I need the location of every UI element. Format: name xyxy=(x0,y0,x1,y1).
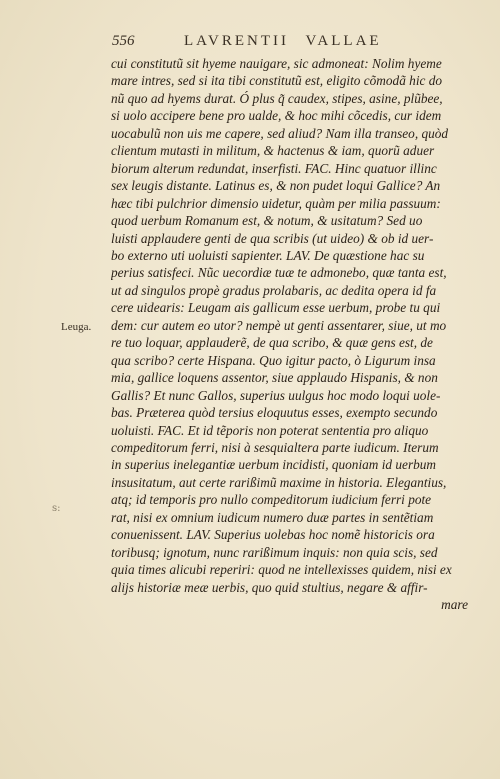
text-line: nũ quo ad hyems durat. Ó plus q̃ caudex, stipes, asine, plũbee, xyxy=(111,90,443,106)
catchword: mare xyxy=(441,597,468,613)
text-line: alijs historiæ meæ uerbis, quo quid stultius, negare & affir- xyxy=(111,579,428,595)
text-line: qua scribo? certe Hispana. Quo igitur pacto, ò Ligurum insa xyxy=(111,352,436,368)
page-number: 556 xyxy=(112,33,135,49)
text-line: luisti applaudere genti de qua scribis (ut uideo) & ob id uer- xyxy=(111,230,434,246)
text-line: si uolo accipere bene pro ualde, & hoc mihi cõcedis, cur idem xyxy=(111,108,442,124)
text-line: mare intres, sed si ita tibi constitutũ est, eligito cõmodã hic do xyxy=(111,73,443,89)
text-line: cui constitutũ sit hyeme nauigare, sic admoneat: Nolim hyeme xyxy=(111,56,442,71)
text-line: perius satisfeci. Nũc uecordiæ tuæ te admonebo, quæ tanta est, xyxy=(111,265,447,281)
text-line: ut ad singulos propè gradus prolabaris, ac dedita opera id fa xyxy=(111,282,437,298)
running-head: LAVRENTII VALLAE xyxy=(184,33,382,49)
text-line: cere uidearis: Leugam ais gallicum esse uerbum, probe tu qui xyxy=(111,300,441,316)
text-line: clientum mutasti in militum, & hactenus & iam, quorũ aduer xyxy=(111,143,435,159)
text-line: bas. Præterea quòd tersius eloquutus esses, exempto secundo xyxy=(111,405,438,421)
stray-ink-mark: s: xyxy=(52,503,61,514)
text-line: insusitatum, aut certe rarißimũ maxime in historia. Elegantius, xyxy=(111,474,447,490)
text-line: conuenissent. LAV. Superius uolebas hoc nomẽ historicis ora xyxy=(111,527,435,543)
text-line: quia times alicubi reperiri: quod ne intellexisses quidem, nisi ex xyxy=(111,562,452,578)
text-line: in superius inelegantiæ uerbum incidisti, quoniam id uerbum xyxy=(111,457,437,473)
margin-note: Leuga. xyxy=(61,321,92,333)
text-line: compeditorum ferri, nisi à sesquialtera parte iudicum. Iterum xyxy=(111,439,439,455)
text-line: uoluisti. FAC. Et id tẽporis non poterat sententia pro aliquo xyxy=(111,422,429,438)
text-line: bo externo uti uoluisti sapienter. LAV. De quæstione hac su xyxy=(111,247,425,263)
page-header xyxy=(112,33,470,50)
text-line: re tuo loquar, applauderẽ, de qua scribo, & quæ gens est, de xyxy=(111,335,433,351)
text-line: biorum alterum redundat, inserfisti. FAC. Hinc quatuor illinc xyxy=(111,160,437,176)
text-line: sex leugis distante. Latinus es, & non pudet loqui Gallice? An xyxy=(111,178,441,194)
text-line: dem: cur autem eo utor? nempè ut genti assentarer, siue, ut mo xyxy=(111,317,447,333)
text-line: uocabulũ non uis me capere, sed aliud? Nam illa transeo, quòd xyxy=(111,125,449,141)
text-line: toribusq; ignotum, nunc rarißimum inquis: non quia scis, sed xyxy=(111,544,438,560)
text-line: rat, nisi ex omnium iudicum numero duæ partes in sentẽtiam xyxy=(111,509,434,525)
text-line: quod uerbum Romanum est, & notum, & usitatum? Sed uo xyxy=(111,213,423,229)
text-line: hæc tibi pulchrior dimensio uidetur, quàm per milia passuum: xyxy=(111,195,441,211)
text-line: atq; id temporis pro nullo compeditorum iudicium ferri pote xyxy=(111,492,432,508)
text-block xyxy=(111,55,476,614)
text-line: Gallis? Et nunc Gallos, superius uulgus hoc modo loqui uole- xyxy=(111,387,441,403)
text-line: mia, gallice loquens assentor, siue applaudo Hispanis, & non xyxy=(111,370,438,386)
